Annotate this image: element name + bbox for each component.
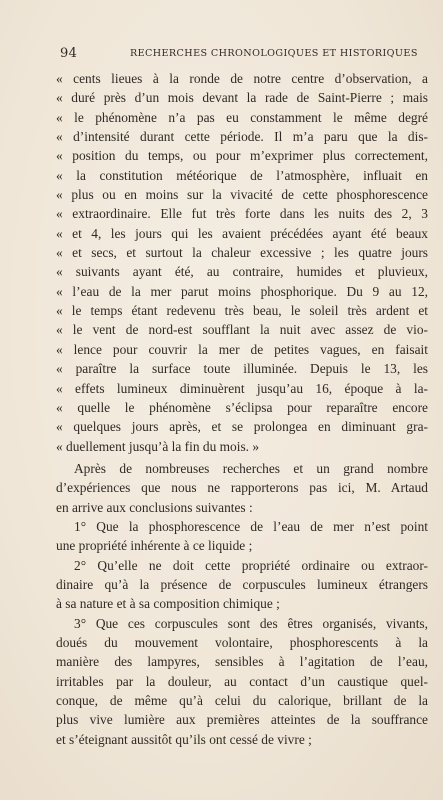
quote-line: « position du temps, ou pour m’exprimer plus correctement,	[56, 148, 428, 164]
paragraph-line: en arrive aux conclusions suivantes :	[56, 499, 253, 515]
quote-line: « la constitution météorique de l’atmosphère, influait en	[56, 167, 428, 183]
quote-line: « le temps étant redevenu très beau, le soleil très ardent et	[56, 303, 428, 319]
paragraph-line: 3° Que ces corpuscules sont des êtres organisés, vivants,	[74, 615, 428, 631]
paragraph-line: manière des lampyres, sensibles à l’agitation de l’eau,	[56, 654, 428, 670]
quote-line: « effets lumineux diminuèrent jusqu’au 16, époque à la-	[56, 380, 428, 396]
quote-line: « et secs, et surtout la chaleur excessive ; les quatre jours	[56, 245, 428, 261]
quote-line: « lence pour couvrir la mer de petites vagues, en faisait	[56, 341, 428, 357]
paragraph-line: plus vive lumière aux premières atteintes de la souffrance	[56, 712, 428, 728]
quote-line: « duré près d’un mois devant la rade de Saint-Pierre ; mais	[56, 90, 428, 106]
page-number: 94	[60, 46, 78, 61]
quote-line: « le vent de nord-est soufflant la nuit avec assez de vio-	[56, 322, 428, 338]
paragraph-intro	[56, 459, 428, 517]
paragraph-line: dinaire qu’à la présence de corpuscules lumineux étrangers	[56, 576, 428, 592]
paragraph-line: et s’éteignant aussitôt qu’ils ont cessé de vivre ;	[56, 731, 312, 747]
quote-line: « paraître la surface toute illuminée. Depuis le 13, les	[56, 361, 428, 377]
quote-line: « extraordinaire. Elle fut très forte dans les nuits des 2, 3	[56, 206, 428, 222]
quoted-passage	[56, 69, 428, 456]
paragraph-line: doués du mouvement volontaire, phosphorescents à la	[56, 634, 428, 650]
quote-line: « quelques jours après, et se prolongea en diminuant gra-	[56, 419, 428, 435]
quote-line: « et 4, les jours qui les avaient précédées ayant été beaux	[56, 225, 428, 241]
quote-line: « d’intensité durant cette période. Il m’a paru que la dis-	[56, 129, 428, 145]
quote-line: « cents lieues à la ronde de notre centre d’observation, a	[56, 71, 428, 86]
paragraph-line: 1° Que la phosphorescence de l’eau de mer n’est point	[74, 518, 428, 534]
quote-line: « quelle le phénomène s’éclipsa pour reparaître encore	[56, 399, 428, 415]
paragraph-conclusion-3	[56, 614, 428, 749]
running-title: RECHERCHES CHRONOLOGIQUES ET HISTORIQUES	[130, 48, 418, 59]
paragraph-line: d’expériences que nous ne rapporterons pas ici, M. Artaud	[56, 480, 428, 496]
paragraph-line: conque, de même qu’à celui du calorique, brillant de la	[56, 693, 428, 708]
paragraph-line: irritables par la douleur, au contact d’un caustique quel-	[56, 673, 428, 689]
paragraph-conclusion-1	[56, 517, 428, 556]
body-text	[56, 69, 428, 749]
page-header	[60, 46, 422, 62]
paragraph-conclusion-2	[56, 556, 428, 614]
quote-line: « suivants ayant été, au contraire, humides et pluvieux,	[56, 264, 428, 280]
quote-line: « le phénomène n’a pas eu constamment le même degré	[56, 109, 428, 125]
paragraph-line: 2° Qu’elle ne doit cette propriété ordinaire ou extraor-	[74, 557, 428, 573]
quote-line: « plus ou en moins sur la vivacité de cette phosphorescence	[56, 187, 428, 203]
quote-line: « duellement jusqu’à la fin du mois. »	[56, 438, 260, 454]
paragraph-line: Après de nombreuses recherches et un grand nombre	[74, 460, 428, 476]
paragraph-line: une propriété inhérente à ce liquide ;	[56, 538, 253, 554]
quote-line: « l’eau de la mer parut moins phosphorique. Du 9 au 12,	[56, 283, 428, 299]
paragraph-line: à sa nature et à sa composition chimique ;	[56, 596, 280, 612]
